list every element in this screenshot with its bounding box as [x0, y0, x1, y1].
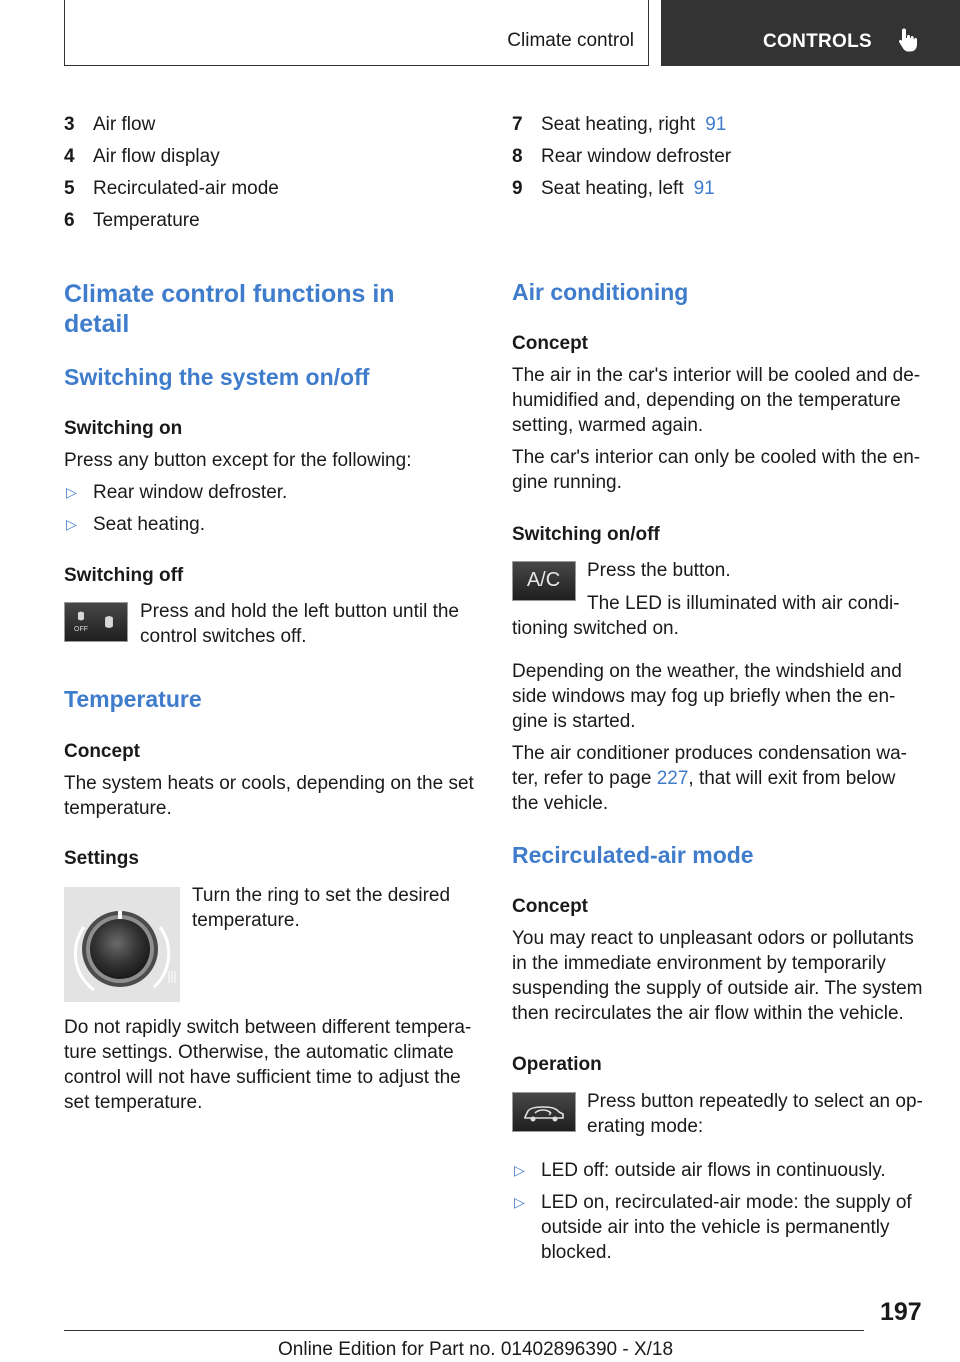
recirculation-car-icon — [513, 1093, 574, 1130]
triangle-bullet-icon: ▷ — [66, 516, 77, 532]
list-item: 3 Air flow — [64, 114, 156, 135]
bullet-item: ▷ LED on, recirculated-air mode: the supply of — [514, 1192, 912, 1213]
bullet-item: ▷ LED off: outside air flows in continuously. — [514, 1160, 886, 1181]
list-item: 6 Temperature — [64, 210, 200, 231]
warning-text: Do not rapidly switch between different tempera‐ ture settings. Otherwise, the automatic climate control will not have sufficient time to adjust the set temperature. — [64, 1017, 472, 1113]
list-item: 7 Seat heating, right 91 — [512, 114, 727, 135]
weather-text: Depending on the weather, the windshield and side windows may fog up briefly when the en‐ gine is started. The air conditioner produces condensation wa‐ ter, refer to page 227, that will exit from below the vehicle. — [512, 661, 908, 814]
page-ref-link[interactable]: 227 — [656, 768, 689, 789]
chapter-title: CONTROLS — [763, 31, 873, 52]
off-fan-button-image — [64, 602, 128, 642]
operation-text: Press button repeatedly to select an op‐ — [587, 1091, 923, 1112]
triangle-bullet-icon: ▷ — [66, 484, 77, 500]
switching-heading: Switching the system on/off — [64, 364, 370, 390]
header-chapter-box — [661, 0, 960, 66]
list-item: 8 Rear window defroster — [512, 146, 732, 167]
press-button-text: Press the button. — [587, 560, 731, 581]
operation-heading: Operation — [512, 1054, 602, 1075]
page-ref-link[interactable]: 91 — [705, 114, 727, 135]
list-item: 9 Seat heating, left 91 — [512, 178, 715, 199]
footer-divider — [64, 1330, 864, 1331]
switching-off-text: Press and hold the left button until the — [140, 601, 459, 622]
recirc-heading: Recirculated-air mode — [512, 842, 754, 868]
settings-heading: Settings — [64, 848, 139, 869]
section-title: Climate control — [507, 30, 634, 51]
temperature-knob-image — [64, 887, 180, 1002]
switching-on-text: Press any button except for the following: — [64, 450, 412, 471]
ac-concept-text: The air in the car's interior will be cooled and de‐ humidified and, depending on the temperature setting, warmed again. The car's interior can only be cooled with the en‐ gine running. — [512, 365, 921, 493]
settings-text: Turn the ring to set the desired temperature. — [192, 885, 451, 931]
recirculation-button-image — [512, 1092, 576, 1132]
concept-heading: Concept — [512, 333, 588, 354]
fan-icon — [65, 603, 126, 640]
temperature-dial-icon — [64, 887, 180, 1002]
list-item: 5 Recirculated-air mode — [64, 178, 279, 199]
bullet-item: ▷ Seat heating. — [66, 514, 205, 535]
bullet-item: ▷ Rear window defroster. — [66, 482, 288, 503]
ac-heading: Air conditioning — [512, 279, 689, 305]
triangle-bullet-icon: ▷ — [514, 1194, 525, 1210]
pointing-hand-icon — [897, 27, 921, 53]
ac-switching-heading: Switching on/off — [512, 524, 660, 545]
list-item: 4 Air flow display — [64, 146, 220, 167]
ac-button-image: A/C — [512, 561, 576, 601]
recirc-concept-text: You may react to unpleasant odors or pollutants in the immediate environment by temporarily suspending the supply of outside air. The system then recirculates the air flow within the vehicle. — [512, 928, 923, 1024]
switching-on-heading: Switching on — [64, 418, 183, 439]
header-section-box — [64, 0, 649, 66]
temperature-heading: Temperature — [64, 686, 202, 712]
footer-edition: Online Edition for Part no. 01402896390 - X/18 — [278, 1339, 674, 1360]
triangle-bullet-icon: ▷ — [514, 1162, 525, 1178]
concept-heading: Concept — [512, 896, 588, 917]
concept-text: The system heats or cools, depending on the set temperature. — [64, 773, 474, 819]
main-heading: Climate control functions in detail — [64, 280, 395, 338]
svg-text:OFF: OFF — [74, 626, 88, 633]
page-ref-link[interactable]: 91 — [693, 178, 715, 199]
led-text: The LED is illuminated with air condi‐ — [587, 593, 900, 614]
switching-off-heading: Switching off — [64, 565, 184, 586]
page-number: 197 — [880, 1298, 922, 1326]
concept-heading: Concept — [64, 741, 140, 762]
